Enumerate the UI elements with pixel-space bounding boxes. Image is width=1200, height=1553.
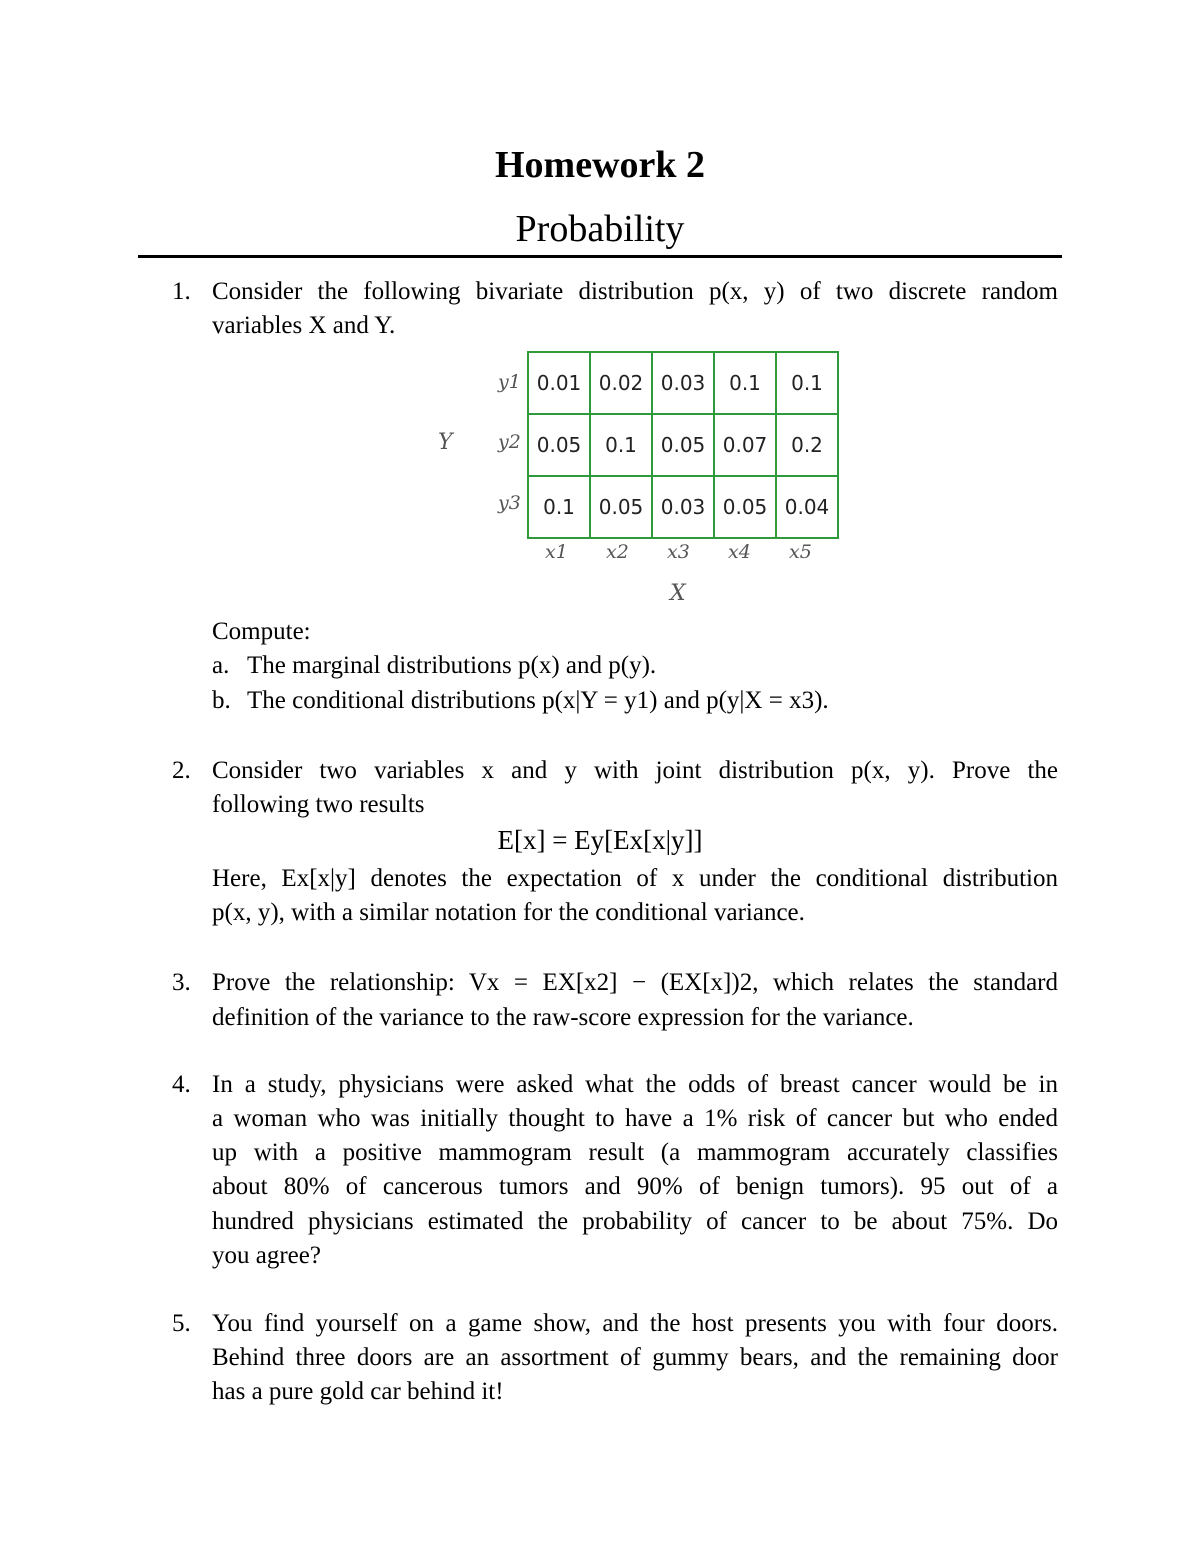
table-cell: 0.01 — [528, 352, 590, 414]
row-label-y2: y2 — [498, 431, 521, 453]
q3-line-1-text: Prove the relationship: Vx = EX[x2] − (EX[x])2, which relates the standard — [212, 969, 1058, 996]
col-label-x2: x2 — [606, 541, 629, 563]
compute-label: Compute: — [212, 618, 311, 645]
page-title: Homework 2 — [494, 144, 706, 186]
q2-line-2: following two results — [212, 791, 425, 818]
q4-line-4-text: about 80% of cancerous tumors and 90% of benign tumors). 95 out of a — [212, 1173, 1058, 1200]
q5-line-2-text: Behind three doors are an assortment of gummy bears, and the remaining door — [212, 1344, 1058, 1371]
q4-line-5 — [212, 1208, 1058, 1236]
title-rule — [138, 255, 1062, 258]
q1-part-a-label: a. — [212, 652, 230, 679]
q4-line-5-text: hundred physicians estimated the probability of cancer to be about 75%. Do — [212, 1208, 1058, 1235]
q4-line-2-text: a woman who was initially thought to have a 1% risk of cancer but who ended — [212, 1105, 1058, 1132]
q1-line-2: variables X and Y. — [212, 312, 396, 339]
table-cell: 0.1 — [714, 352, 776, 414]
q3-number: 3. — [172, 969, 191, 996]
table-cell: 0.05 — [528, 414, 590, 476]
col-label-x4: x4 — [728, 541, 751, 563]
q2-line-1 — [212, 757, 1058, 785]
distribution-table — [527, 351, 839, 539]
page-subtitle: Probability — [515, 208, 685, 250]
q4-number: 4. — [172, 1071, 191, 1098]
q5-line-2 — [212, 1344, 1058, 1372]
q1-part-a: The marginal distributions p(x) and p(y). — [247, 652, 657, 679]
q1-line-1-text: Consider the following bivariate distribution p(x, y) of two discrete random — [212, 278, 1058, 305]
q2-line-4: p(x, y), with a similar notation for the conditional variance. — [212, 899, 805, 926]
q4-line-3-text: up with a positive mammogram result (a mammogram accurately classifies — [212, 1139, 1058, 1166]
q3-line-1 — [212, 969, 1058, 997]
q5-number: 5. — [172, 1310, 191, 1337]
q1-number: 1. — [172, 278, 191, 305]
table-cell: 0.05 — [652, 414, 714, 476]
table-cell: 0.07 — [714, 414, 776, 476]
q1-part-b-label: b. — [212, 687, 231, 714]
q2-line-3 — [212, 865, 1058, 893]
q2-line-1-text: Consider two variables x and y with joint distribution p(x, y). Prove the — [212, 757, 1058, 784]
table-cell: 0.05 — [714, 476, 776, 538]
table-row — [528, 476, 838, 538]
q5-line-3: has a pure gold car behind it! — [212, 1378, 504, 1405]
table-cell: 0.1 — [528, 476, 590, 538]
q2-line-3-text: Here, Ex[x|y] denotes the expectation of x under the conditional distribution — [212, 865, 1058, 892]
row-label-y1: y1 — [498, 371, 521, 393]
q1-line-1 — [212, 278, 1058, 306]
q3-line-2: definition of the variance to the raw-score expression for the variance. — [212, 1004, 914, 1031]
q4-line-6: you agree? — [212, 1242, 321, 1269]
q4-line-3 — [212, 1139, 1058, 1167]
table-row — [528, 414, 838, 476]
q4-line-1 — [212, 1071, 1058, 1099]
row-label-y3: y3 — [498, 492, 521, 514]
table-row — [528, 352, 838, 414]
col-label-x3: x3 — [667, 541, 690, 563]
x-axis-label: X — [670, 581, 686, 606]
q4-line-4 — [212, 1173, 1058, 1201]
table-cell: 0.04 — [776, 476, 838, 538]
q2-number: 2. — [172, 757, 191, 784]
table-cell: 0.05 — [590, 476, 652, 538]
table-cell: 0.02 — [590, 352, 652, 414]
y-axis-label: Y — [438, 430, 453, 455]
q4-line-2 — [212, 1105, 1058, 1133]
col-label-x1: x1 — [545, 541, 568, 563]
table-cell: 0.1 — [776, 352, 838, 414]
q5-line-1-text: You find yourself on a game show, and the host presents you with four doors. — [212, 1310, 1058, 1337]
table-cell: 0.1 — [590, 414, 652, 476]
table-cell: 0.03 — [652, 352, 714, 414]
q1-part-b: The conditional distributions p(x|Y = y1) and p(y|X = x3). — [247, 687, 829, 714]
q5-line-1 — [212, 1310, 1058, 1338]
table-cell: 0.03 — [652, 476, 714, 538]
table-cell: 0.2 — [776, 414, 838, 476]
col-label-x5: x5 — [789, 541, 812, 563]
q4-line-1-text: In a study, physicians were asked what the odds of breast cancer would be in — [212, 1071, 1058, 1098]
q2-equation: E[x] = Ey[Ex[x|y]] — [497, 825, 703, 855]
